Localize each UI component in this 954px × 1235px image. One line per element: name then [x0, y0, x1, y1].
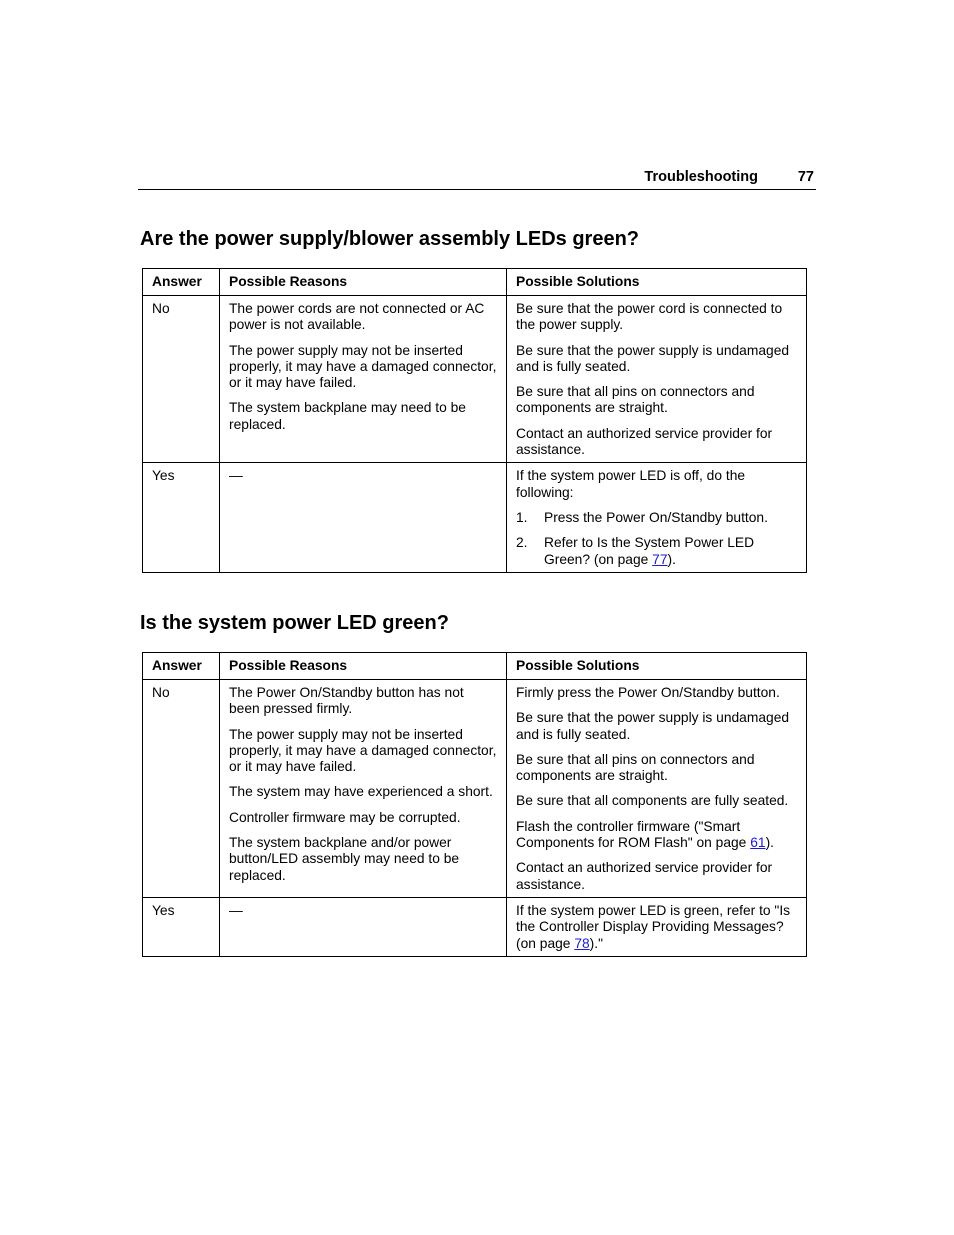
- step-text: Press the Power On/Standby button.: [544, 509, 768, 525]
- solutions-cell: [507, 296, 807, 463]
- reasons-cell: —: [220, 463, 507, 572]
- answer-cell: Yes: [143, 463, 220, 572]
- solution-text: Firmly press the Power On/Standby button.: [516, 685, 780, 700]
- solution-text: Be sure that the power supply is undamaged and is fully seated.: [516, 710, 790, 742]
- reason-text: Controller firmware may be corrupted.: [229, 809, 461, 825]
- solution-text: Be sure that all pins on connectors and components are straight.: [516, 751, 755, 784]
- troubleshooting-table-power-supply: [142, 268, 807, 573]
- reason-text: The system backplane and/or power button/LED assembly may need to be replaced.: [229, 835, 460, 883]
- section-heading-system-power-led: Is the system power LED green?: [140, 612, 449, 634]
- solution-steps: [516, 510, 797, 568]
- solution-text: [516, 819, 797, 852]
- solution-step: [516, 535, 797, 568]
- column-header-answer: Answer: [143, 269, 220, 296]
- table-row: [143, 680, 807, 898]
- answer-cell: Yes: [143, 897, 220, 956]
- troubleshooting-table-system-power: [142, 652, 807, 957]
- solution-text: Be sure that the power supply is undamaged and is fully seated.: [516, 342, 790, 374]
- step-number: 1.: [516, 509, 528, 525]
- solutions-cell: [507, 897, 807, 956]
- running-header-section: Troubleshooting: [644, 169, 758, 185]
- solution-intro: If the system power LED is off, do the following:: [516, 468, 746, 500]
- table-row: [143, 296, 807, 463]
- reason-text: The power supply may not be inserted properly, it may have a damaged connector, or it may have failed.: [229, 726, 497, 775]
- page-link-77[interactable]: 77: [652, 551, 668, 567]
- step-text-end: ).: [667, 551, 676, 567]
- table-header-row: [143, 653, 807, 680]
- answer-cell: No: [143, 680, 220, 898]
- table-row: [143, 463, 807, 572]
- column-header-solutions: Possible Solutions: [507, 653, 807, 680]
- solution-text: Be sure that all components are fully seated.: [516, 793, 789, 809]
- solution-text: Contact an authorized service provider for assistance.: [516, 425, 773, 458]
- step-text: Refer to Is the System Power LED Green? (on page: [544, 535, 755, 567]
- solution-text: Be sure that the power cord is connected to the power supply.: [516, 301, 783, 333]
- step-number: 2.: [516, 535, 528, 551]
- column-header-answer: Answer: [143, 653, 220, 680]
- page-link-61[interactable]: 61: [750, 835, 766, 851]
- solution-text-start: If the system power LED is green, refer to "Is the Controller Display Providing Messages? (on page: [516, 902, 791, 951]
- reasons-cell: [220, 680, 507, 898]
- reason-text: The power supply may not be inserted properly, it may have a damaged connector, or it may have failed.: [229, 342, 497, 391]
- flash-solution-text: Flash the controller firmware ("Smart Components for ROM Flash" on page: [516, 818, 751, 851]
- reason-text: The power cords are not connected or AC power is not available.: [229, 301, 485, 333]
- solution-text-end: ).": [589, 935, 603, 951]
- column-header-reasons: Possible Reasons: [220, 269, 507, 296]
- solution-text: Be sure that all pins on connectors and components are straight.: [516, 384, 755, 416]
- flash-solution-end: ).: [765, 835, 774, 851]
- reason-text: The Power On/Standby button has not been pressed firmly.: [229, 685, 464, 717]
- page-link-78[interactable]: 78: [574, 935, 590, 951]
- solution-text: Contact an authorized service provider for assistance.: [516, 860, 773, 892]
- reason-text: The system may have experienced a short.: [229, 784, 493, 800]
- table-header-row: [143, 269, 807, 296]
- reasons-cell: [220, 296, 507, 463]
- answer-cell: No: [143, 296, 220, 463]
- page-number: 77: [797, 169, 814, 185]
- column-header-solutions: Possible Solutions: [507, 269, 807, 296]
- section-heading-power-supply-leds: Are the power supply/blower assembly LEDs green?: [140, 228, 640, 250]
- reasons-cell: —: [220, 897, 507, 956]
- table-row: [143, 897, 807, 956]
- solutions-cell: [507, 463, 807, 572]
- column-header-reasons: Possible Reasons: [220, 653, 507, 680]
- solution-text: [516, 903, 797, 952]
- reason-text: The system backplane may need to be replaced.: [229, 400, 466, 432]
- solution-step: [516, 510, 797, 526]
- solutions-cell: [507, 680, 807, 898]
- running-header: [138, 168, 816, 190]
